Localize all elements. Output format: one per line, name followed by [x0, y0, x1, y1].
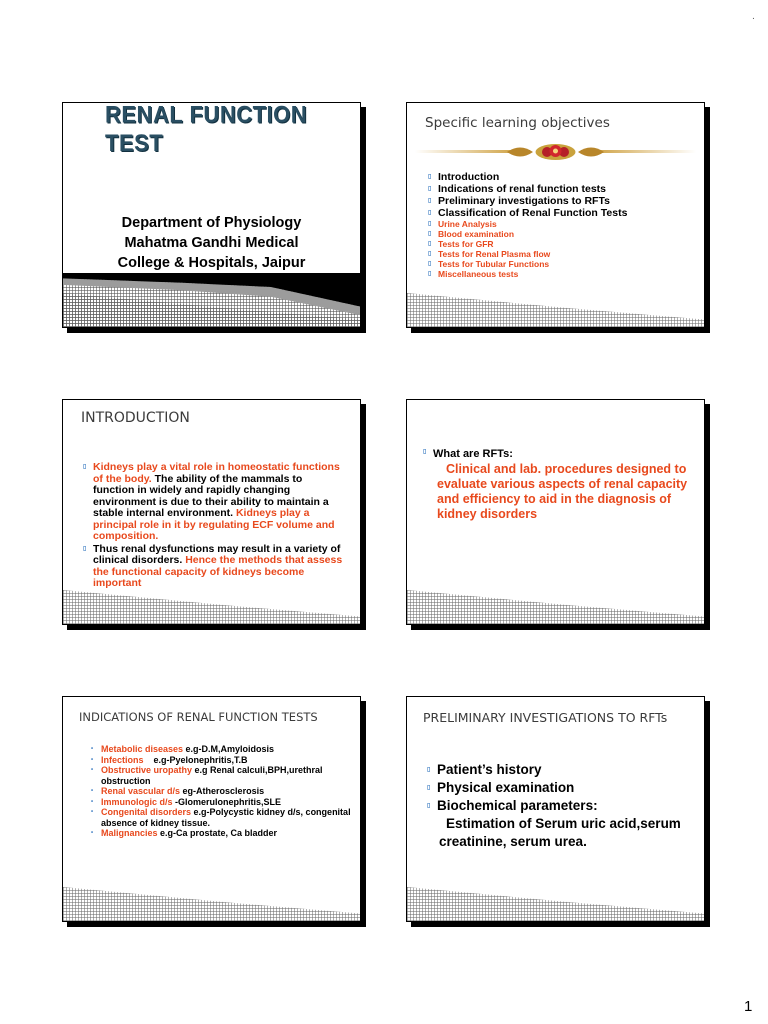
department-line: Mahatma Gandhi Medical: [124, 235, 299, 251]
list-item: ▯ Introduction: [428, 171, 500, 183]
investigations-block: [427, 761, 695, 851]
list-item: ▯ Miscellaneous tests: [428, 269, 519, 279]
slide-heading: PRELIMINARY INVESTIGATIONS TO RFTs: [423, 710, 668, 725]
list-item: ▯ Tests for Tubular Functions: [428, 259, 550, 269]
bullet-icon: •: [91, 788, 94, 794]
bullet-icon: ▯: [428, 221, 432, 227]
list-item: • Renal vascular d/s eg-Atherosclerosis: [91, 786, 265, 796]
estimation-note: Estimation of Serum uric acid,serum creatinine, serum urea.: [439, 816, 681, 849]
bullet-icon: ▯: [427, 803, 431, 809]
department-line: Department of Physiology: [121, 215, 302, 231]
bullet-icon: ▯: [83, 545, 87, 552]
bullet-icon: •: [91, 767, 94, 773]
indications-list: [91, 744, 353, 839]
list-item: • Immunologic d/s -Glomerulonephritis,SLE: [91, 796, 282, 807]
bullet-icon: ▯: [423, 449, 427, 455]
list-item: • Obstructive uropathy e.g Renal calculi,BPH,urethral obstruction: [91, 765, 323, 786]
page-number: 1: [744, 998, 753, 1015]
list-item: • Congenital disorders e.g-Polycystic kidney d/s, congenital absence of kidney tissue.: [91, 807, 351, 828]
list-item: ▯ Classification of Renal Function Tests: [428, 207, 628, 219]
introduction-list: [83, 462, 345, 591]
slide-introduction: [62, 399, 361, 625]
bullet-icon: ▯: [427, 785, 431, 791]
slide-title-heading: RENAL FUNCTION TEST: [105, 102, 308, 157]
bullet-icon: ▯: [428, 198, 432, 204]
bullet-icon: ▯: [428, 231, 432, 237]
list-item: ▯ Indications of renal function tests: [428, 183, 607, 195]
list-item: ▯ Patient’s history: [427, 762, 542, 777]
bullet-icon: •: [91, 756, 94, 763]
list-item: • Metabolic diseases e.g-D.M,Amyloidosis: [91, 744, 275, 754]
list-item: • Infections e.g-Pyelonephritis,T.B: [91, 754, 248, 765]
corner-mark: .: [752, 12, 755, 22]
ornament-divider: [415, 143, 696, 161]
list-item: ▯ Tests for GFR: [428, 239, 494, 249]
list-item: ▯ Thus renal dysfunctions may result in a variety of clinical disorders. Hence the methods that assess the functional capacity of kidneys become important: [83, 542, 343, 589]
objectives-list: [428, 171, 627, 279]
bullet-icon: ▯: [427, 767, 431, 773]
rft-definition: [423, 448, 698, 522]
list-item: ▯ What are RFTs:: [423, 448, 513, 460]
list-item: ▯ Biochemical parameters:: [427, 798, 598, 813]
slide-heading: INTRODUCTION: [81, 410, 190, 426]
slide-title: [62, 102, 361, 328]
list-item: ▯ Blood examination: [428, 229, 515, 239]
department-block: [63, 213, 360, 273]
bullet-icon: ▯: [428, 210, 432, 216]
slide-indications: [62, 696, 361, 922]
bullet-icon: ▯: [428, 186, 432, 192]
slide-heading: INDICATIONS OF RENAL FUNCTION TESTS: [79, 710, 318, 724]
bullet-icon: ▯: [428, 271, 432, 277]
bullet-icon: •: [91, 809, 94, 815]
bullet-icon: ▯: [428, 261, 432, 267]
list-item: ▯ Physical examination: [427, 780, 575, 795]
list-item: ▯ Kidneys play a vital role in homeostatic functions of the body. The ability of the mammals to function in widely and rapidly changing environment is due to their ability to maintain a stable internal environment. Kidneys play a principal role in it by regulating ECF volume and composition.: [83, 461, 340, 542]
list-item: ▯ Preliminary investigations to RFTs: [428, 195, 610, 207]
bullet-icon: ▯: [428, 251, 432, 257]
bullet-icon: •: [91, 746, 94, 752]
slide-preliminary-investigations: [406, 696, 705, 922]
slide-objectives: [406, 102, 705, 328]
list-item: ▯ Tests for Renal Plasma flow: [428, 249, 551, 259]
slide-heading: Specific learning objectives: [425, 115, 610, 131]
definition-text: Clinical and lab. procedures designed to evaluate various aspects of renal capacity and efficiency to aid in the diagnosis of kidney disorders: [437, 462, 688, 521]
bullet-icon: ▯: [428, 174, 432, 180]
bullet-icon: •: [91, 830, 94, 836]
bullet-icon: •: [91, 798, 94, 805]
bullet-icon: ▯: [83, 464, 87, 470]
slide-what-are-rfts: [406, 399, 705, 625]
bullet-icon: ▯: [428, 241, 432, 247]
list-item: • Malignancies e.g-Ca prostate, Ca bladder: [91, 828, 278, 838]
list-item: ▯ Urine Analysis: [428, 219, 497, 229]
decorative-band: [63, 273, 360, 327]
department-line: College & Hospitals, Jaipur: [117, 255, 306, 271]
